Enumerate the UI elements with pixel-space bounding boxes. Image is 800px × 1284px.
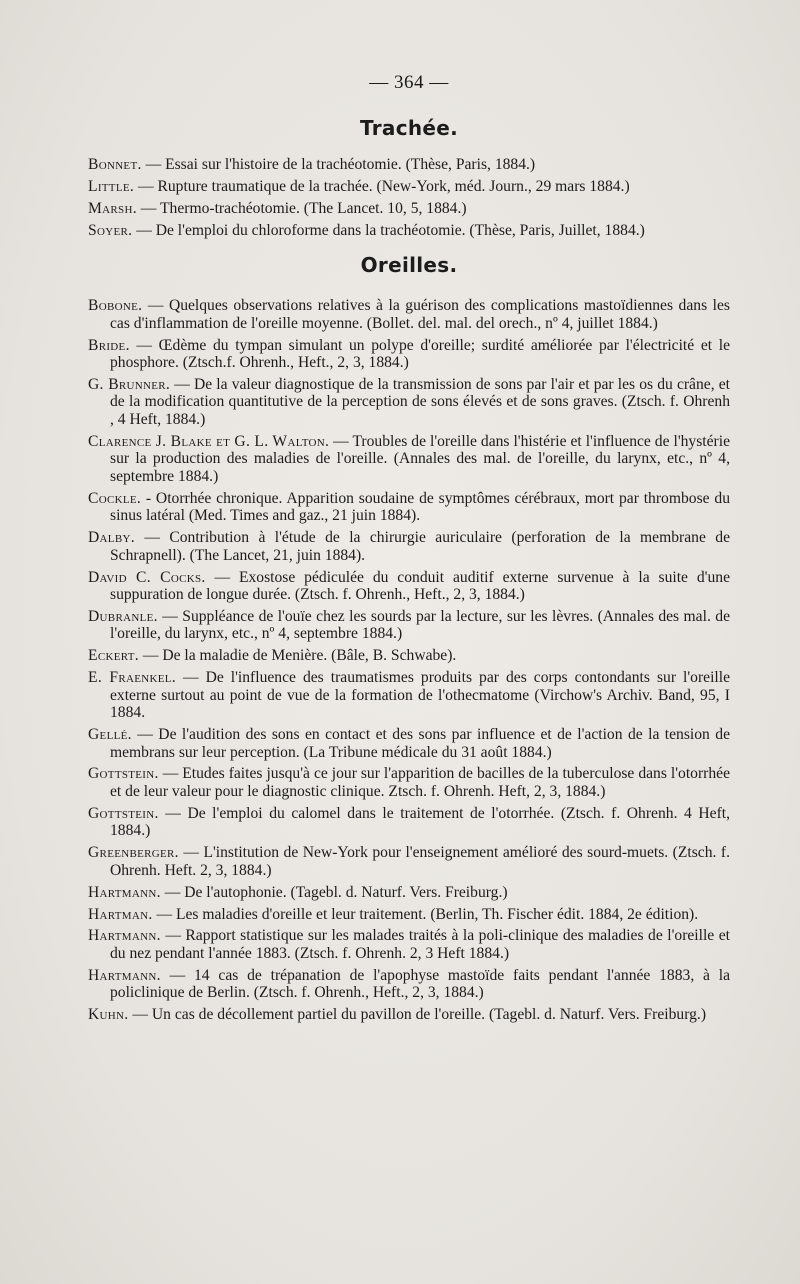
- bibliography-entry: [88, 884, 730, 902]
- bibliography-entry: [88, 647, 730, 665]
- entry-author: Eckert.: [88, 647, 139, 665]
- bibliography-entry: [88, 906, 730, 924]
- entry-text: — De l'emploi du calomel dans le traitement de l'otorrhée. (Ztsch. f. Ohrenh. 4 Heft, 1884.): [110, 804, 730, 840]
- entry-author: Hartmann.: [88, 966, 161, 984]
- entry-text: — Les maladies d'oreille et leur traitement. (Berlin, Th. Fischer édit. 1884, 2e édition).: [152, 905, 699, 923]
- bibliography-entry: [88, 200, 730, 218]
- entry-author: Little.: [88, 177, 135, 195]
- section-title-trachee: Trachée.: [359, 116, 459, 140]
- entry-text: — De l'autophonie. (Tagebl. d. Naturf. Vers. Freiburg.): [160, 883, 508, 901]
- entry-author: Cockle.: [88, 489, 142, 507]
- entry-author: Marsh.: [88, 199, 137, 217]
- entry-text: — Exostose pédiculée du conduit auditif externe survenue à la suite d'une suppuration de longue durée. (Ztsch. f. Ohrenh., Heft., 2, 3, 1884.): [110, 568, 730, 604]
- entry-author: Kuhn.: [88, 1006, 129, 1024]
- entry-author: Hartmann.: [88, 927, 161, 945]
- bibliography-entry: [88, 669, 730, 722]
- bibliography-entry: [88, 569, 730, 604]
- oreilles-bibliography: [88, 297, 730, 1024]
- trachee-bibliography: [88, 156, 730, 239]
- bibliography-entry: [88, 927, 730, 962]
- entry-text: — Rapport statistique sur les malades traités à la poli-clinique des maladies de l'oreille et du nez pendant l'année 1883. (Ztsch. f. Ohrenh. 2, 3 Heft 1884.): [110, 927, 730, 962]
- page-number: — 364 —: [369, 72, 449, 93]
- entry-text: — De la maladie de Menière. (Bâle, B. Schwabe).: [138, 647, 457, 665]
- bibliography-entry: [88, 844, 730, 879]
- entry-author: Greenberger.: [88, 844, 179, 862]
- bibliography-entry: [88, 297, 730, 332]
- entry-text: — Suppléance de l'ouïe chez les sourds par la lecture, sur les lèvres. (Annales des mal. de l'oreille, du larynx, etc., nº 4, septembre 1884.): [110, 607, 730, 643]
- entry-author: Hartmann.: [88, 883, 161, 901]
- bibliography-entry: [88, 1006, 730, 1024]
- entry-author: David C. Cocks.: [88, 568, 206, 586]
- entry-author: Gottstein.: [88, 765, 159, 783]
- entry-text: — Troubles de l'oreille dans l'histérie et l'influence de l'hystérie sur la production des maladies de l'oreille. (Annales des mal. de l'oreille, du larynx, etc., nº 4, septembre 1884.): [110, 432, 730, 485]
- entry-author: Hartman.: [88, 905, 153, 923]
- entry-text: — Thermo-trachéotomie. (The Lancet. 10, 5, 1884.): [136, 199, 467, 217]
- entry-text: — Etudes faites jusqu'à ce jour sur l'apparition de bacilles de la tuberculose dans l'otorrhée et de leur valeur pour le diagnostic clinique. Ztsch. f. Ohrenh. Heft, 2, 3, 1884.): [110, 765, 730, 800]
- bibliography-entry: [88, 608, 730, 643]
- entry-author: Bonnet.: [88, 156, 142, 173]
- bibliography-entry: [88, 967, 730, 1002]
- bibliography-entry: [88, 376, 730, 429]
- entry-text: - Otorrhée chronique. Apparition soudaine de symptômes cérébraux, mort par thrombose du sinus latéral (Med. Times and gaz., 21 juin 1884).: [110, 489, 730, 525]
- entry-text: — Œdème du tympan simulant un polype d'oreille; surdité améliorée par l'électricité et le phosphore. (Ztsch.f. Ohrenh., Heft., 2, 3, 1884.): [110, 336, 730, 372]
- entry-text: — Quelques observations relatives à la guérison des complications mastoïdiennes dans les cas d'inflammation de l'oreille moyenne. (Bollet. del. mal. del orech., nº 4, juillet 1884.): [110, 297, 730, 332]
- entry-author: Clarence J. Blake et G. L. Walton.: [88, 432, 330, 450]
- entry-text: — De l'influence des traumatismes produits par des corps contondants sur l'oreille externe surtout au point de vue de la formation de l'othecmatome (Virchow's Archiv. Band, 95, I 1884.: [110, 669, 731, 722]
- entry-text: — Rupture traumatique de la trachée. (New-York, méd. Journ., 29 mars 1884.): [134, 177, 630, 195]
- bibliography-entry: [88, 765, 730, 800]
- entry-author: Soyer.: [88, 221, 133, 239]
- entry-author: Bobone.: [88, 297, 143, 315]
- entry-text: — Essai sur l'histoire de la trachéotomie. (Thèse, Paris, 1884.): [141, 156, 536, 173]
- entry-text: — Contribution à l'étude de la chirurgie auriculaire (perforation de la membrane de Schrapnell). (The Lancet, 21, juin 1884).: [110, 529, 730, 564]
- entry-text: — De l'emploi du chloroforme dans la trachéotomie. (Thèse, Paris, Juillet, 1884.): [132, 221, 645, 239]
- bibliography-entry: [88, 337, 730, 372]
- bibliography-entry: [88, 156, 730, 174]
- bibliography-entry: [88, 178, 730, 196]
- entry-text: — De l'audition des sons en contact et des sons par influence et de l'action de la tension de membrans sur leur perception. (La Tribune médicale du 31 août 1884.): [110, 726, 730, 761]
- entry-author: Gottstein.: [88, 804, 159, 822]
- bibliography-entry: [88, 529, 730, 564]
- entry-author: Bride.: [88, 336, 130, 354]
- entry-author: G. Brunner.: [88, 375, 171, 393]
- entry-text: — L'institution de New-York pour l'enseignement amélioré des sourd-muets. (Ztsch. f. Ohrenh. Heft. 2, 3, 1884.): [110, 844, 730, 879]
- section-title-oreilles: Oreilles.: [360, 253, 458, 278]
- entry-text: — 14 cas de trépanation de l'apophyse mastoïde faits pendant l'année 1883, à la policlinique de Berlin. (Ztsch. f. Ohrenh., Heft., 2, 3, 1884.): [110, 966, 730, 1002]
- entry-author: Dubranle.: [88, 607, 158, 625]
- entry-text: — Un cas de décollement partiel du pavillon de l'oreille. (Tagebl. d. Naturf. Vers. Freiburg.): [128, 1006, 707, 1024]
- bibliography-entry: [88, 726, 730, 761]
- entry-author: Gellé.: [88, 726, 132, 744]
- bibliography-entry: [88, 490, 730, 525]
- entry-text: — De la valeur diagnostique de la transmission de sons par l'air et par les os du crâne, et de la modification quantitutive de la perception de sons élevés et de sons graves. (Ztsch. f. Ohrenh , 4 Heft, 1884.): [110, 375, 730, 428]
- entry-author: Dalby.: [88, 529, 135, 547]
- bibliography-entry: [88, 222, 730, 240]
- bibliography-entry: [88, 805, 730, 840]
- entry-author: E. Fraenkel.: [88, 669, 176, 687]
- bibliography-entry: [88, 433, 730, 486]
